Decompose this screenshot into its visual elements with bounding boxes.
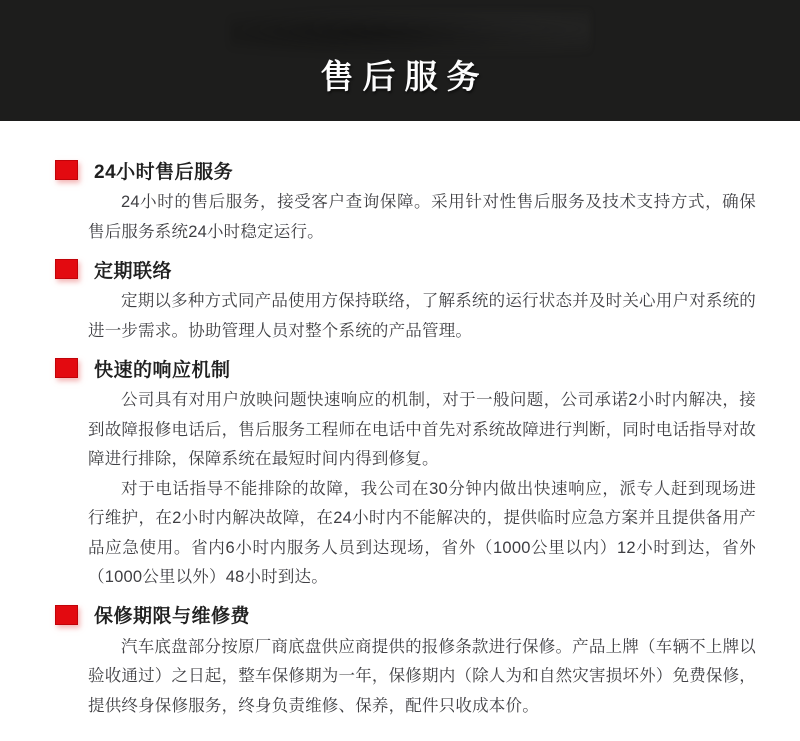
- red-square-bullet-icon: [55, 160, 78, 180]
- section-heading-row: [55, 600, 756, 630]
- service-sections: [0, 121, 800, 721]
- red-square-bullet-icon: [55, 358, 78, 378]
- red-square-bullet-icon: [55, 605, 78, 625]
- faint-watermark: [230, 10, 590, 56]
- service-section: [55, 155, 756, 247]
- section-paragraph: 汽车底盘部分按原厂商底盘供应商提供的报修条款进行保修。产品上牌（车辆不上牌以验收通过）之日起，整车保修期为一年，保修期内（除人为和自然灾害损坏外）免费保修，提供终身保修服务，终身负责维修、保养，配件只收成本价。: [88, 637, 756, 715]
- service-section: [55, 353, 756, 593]
- section-heading: 保修期限与维修费: [94, 606, 251, 627]
- section-heading-row: [55, 155, 756, 185]
- section-heading-row: [55, 353, 756, 383]
- section-paragraph: 公司具有对用户放映问题快速响应的机制，对于一般问题，公司承诺2小时内解决，接到故障报修电话后，售后服务工程师在电话中首先对系统故障进行判断，同时电话指导对故障进行排除，保障系统在最短时间内得到修复。: [88, 391, 756, 468]
- section-heading: 24小时售后服务: [94, 161, 234, 183]
- section-paragraph: 对于电话指导不能排除的故障，我公司在30分钟内做出快速响应，派专人赶到现场进行维护，在2小时内解决故障，在24小时内不能解决的，提供临时应急方案并且提供备用产品应急使用。省内6小时内服务人员到达现场，省外（1000公里以内）12小时到达，省外（1000公里以外）48小时到达。: [88, 479, 756, 586]
- page-title: 售后服务: [320, 58, 489, 95]
- section-heading: 定期联络: [94, 260, 173, 282]
- service-section: [55, 254, 756, 346]
- page-header: [0, 0, 800, 121]
- section-paragraph: 定期以多种方式同产品使用方保持联络，了解系统的运行状态并及时关心用户对系统的进一步需求。协助管理人员对整个系统的产品管理。: [88, 292, 756, 340]
- section-heading: 快速的响应机制: [94, 359, 231, 381]
- section-heading-row: [55, 254, 756, 284]
- service-section: [55, 600, 756, 722]
- red-square-bullet-icon: [55, 259, 78, 279]
- section-paragraph: 24小时的售后服务，接受客户查询保障。采用针对性售后服务及技术支持方式，确保售后服务系统24小时稳定运行。: [88, 193, 756, 241]
